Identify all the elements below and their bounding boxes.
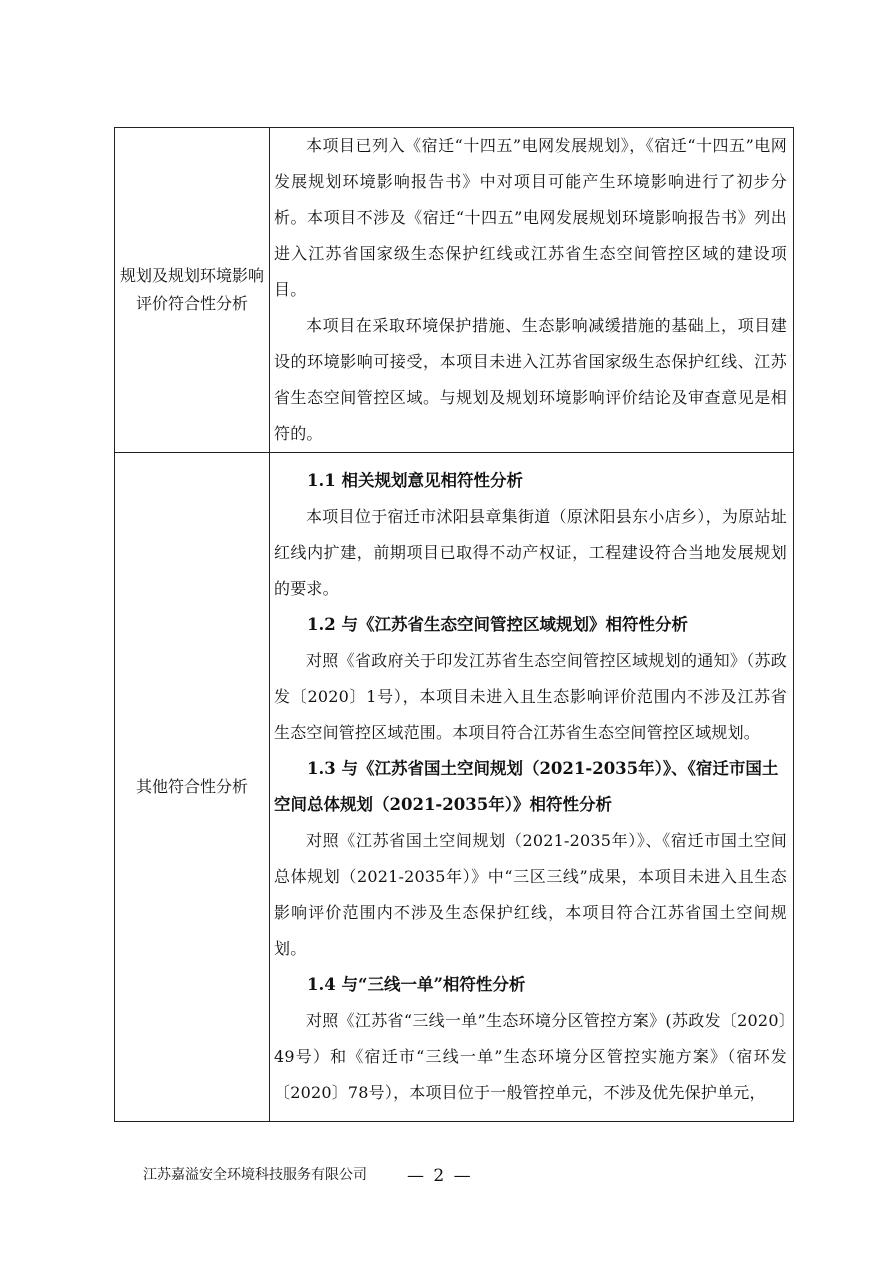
paragraph: 对照《江苏省“三线一单”生态环境分区管控方案》(苏政发〔2020〕49号）和《宿迁市“三线一单”生态环境分区管控实施方案》（宿环发〔2020〕78号），本项目位于一般管控单元，不涉及优先保护单元，: [274, 1011, 787, 1102]
paragraph: 对照《省政府关于印发江苏省生态空间管控区域规划的通知》（苏政发〔2020〕1号），本项目未进入且生态影响评价范围内不涉及江苏省生态空间管控区域范围。本项目符合江苏省生态空间管控区域规划。: [274, 651, 787, 742]
table-row: [115, 128, 794, 453]
section-heading: 1.4 与“三线一单”相符性分析: [307, 975, 526, 994]
paragraph: 本项目位于宿迁市沭阳县章集街道（原沭阳县东小店乡），为原站址红线内扩建，前期项目已取得不动产权证，工程建设符合当地发展规划的要求。: [274, 507, 787, 598]
row-content-other: [270, 453, 794, 1122]
row-label-other: 其他符合性分析: [115, 453, 270, 1122]
table-row: [115, 453, 794, 1122]
content-table: [114, 127, 794, 1122]
section-heading: 1.3 与《江苏省国土空间规划（2021-2035年）》、《宿迁市国土空间总体规划（2021-2035年）》相符性分析: [274, 759, 779, 814]
section-heading: 1.1 相关规划意见相符性分析: [307, 471, 523, 490]
paragraph: 对照《江苏省国土空间规划（2021-2035年）》、《宿迁市国土空间总体规划（2021-2035年）》中“三区三线”成果，本项目未进入且生态影响评价范围内不涉及生态保护红线，本项目符合江苏省国土空间规划。: [274, 831, 787, 958]
page-number: — 2 —: [407, 1166, 473, 1186]
paragraph: 本项目已列入《宿迁“十四五”电网发展规划》，《宿迁“十四五”电网发展规划环境影响报告书》中对项目可能产生环境影响进行了初步分析。本项目不涉及《宿迁“十四五”电网发展规划环境影响报告书》列出进入江苏省国家级生态保护红线或江苏省生态空间管控区域的建设项目。: [274, 136, 787, 299]
section-heading: 1.2 与《江苏省生态空间管控区域规划》相符性分析: [307, 615, 688, 634]
row-content-planning: [270, 128, 794, 453]
paragraph: 本项目在采取环境保护措施、生态影响减缓措施的基础上，项目建设的环境影响可接受，本项目未进入江苏省国家级生态保护红线、江苏省生态空间管控区域。与规划及规划环境影响评价结论及审查意见是相符的。: [274, 316, 787, 443]
footer-company: 江苏嘉溢安全环境科技服务有限公司: [143, 1167, 367, 1183]
row-label-planning: 规划及规划环境影响评价符合性分析: [115, 128, 270, 453]
